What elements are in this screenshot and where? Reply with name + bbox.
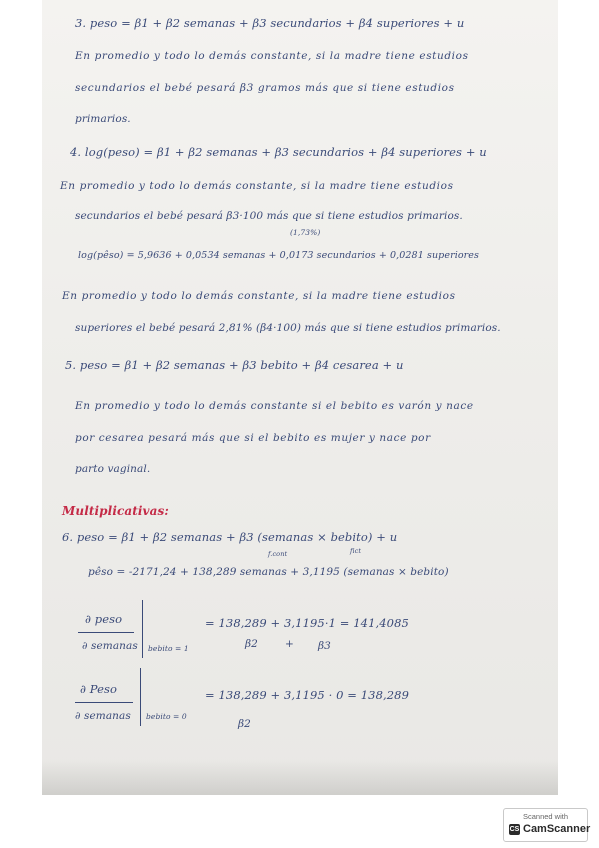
s4-line5: En promedio y todo lo demás constante, si la madre tiene estudios [62, 290, 456, 302]
eq3: 3. peso = β1 + β2 semanas + β3 secundarios + β4 superiores + u [75, 16, 465, 30]
eq6: 6. peso = β1 + β2 semanas + β3 (semanas × bebito) + u [62, 530, 398, 544]
camscanner-logo-icon: CS [509, 826, 520, 833]
badge-brand-name: CamScanner [523, 823, 591, 835]
eq4: 4. log(peso) = β1 + β2 semanas + β3 secundarios + β4 superiores + u [70, 145, 487, 159]
s4-line3: secundarios el bebé pesará β3·100 más que si tiene estudios primarios. [75, 210, 463, 222]
s5-line3: por cesarea pesará más que si el bebito es mujer y nace por [75, 432, 431, 444]
sub-fict: fict [350, 547, 362, 555]
s3-line4: primarios. [75, 113, 131, 125]
d1-numerator: ∂ peso [85, 612, 123, 626]
s4-fitted-eq: log(pêso) = 5,9636 + 0,0534 semanas + 0,0173 secundarios + 0,0281 superiores [78, 250, 480, 261]
d1-plus: + [285, 638, 294, 650]
d1-denominator: ∂ semanas [82, 640, 138, 652]
eq5: 5. peso = β1 + β2 semanas + β3 bebito + β4 cesarea + u [65, 358, 404, 372]
d2-fraction-bar [75, 702, 133, 703]
eq6-fitted: pêso = -2171,24 + 138,289 semanas + 3,1195 (semanas × bebito) [88, 566, 449, 578]
mult-heading: Multiplicativas: [62, 504, 169, 518]
s4-note: (1,73%) [290, 228, 321, 237]
d1-fraction-bar [78, 632, 134, 633]
camscanner-badge [503, 808, 591, 842]
s5-line2: En promedio y todo lo demás constante si el bebito es varón y nace [75, 400, 474, 412]
page-shadow [42, 760, 558, 795]
d1-eval-bar [142, 600, 143, 658]
d1-condition: bebito = 1 [148, 644, 189, 653]
s3-line2: En promedio y todo lo demás constante, si la madre tiene estudios [75, 50, 469, 62]
s4-line6: superiores el bebé pesará 2,81% (β4·100) más que si tiene estudios primarios. [75, 322, 501, 334]
s3-line3: secundarios el bebé pesará β3 gramos más que si tiene estudios [75, 82, 455, 94]
s5-line4: parto vaginal. [75, 463, 151, 475]
d1-beta2: β2 [245, 638, 258, 650]
d2-result: = 138,289 + 3,1195 · 0 = 138,289 [205, 688, 410, 702]
sub-fcont: f.cont [268, 550, 288, 558]
badge-caption: Scanned with [522, 812, 569, 821]
s4-line2: En promedio y todo lo demás constante, si la madre tiene estudios [60, 180, 454, 192]
d1-beta3: β3 [318, 640, 331, 652]
d1-result: = 138,289 + 3,1195·1 = 141,4085 [205, 616, 409, 630]
d2-beta2: β2 [238, 718, 251, 730]
d2-condition: bebito = 0 [146, 712, 187, 721]
d2-denominator: ∂ semanas [75, 710, 131, 722]
d2-eval-bar [140, 668, 141, 726]
d2-numerator: ∂ Peso [80, 682, 118, 696]
